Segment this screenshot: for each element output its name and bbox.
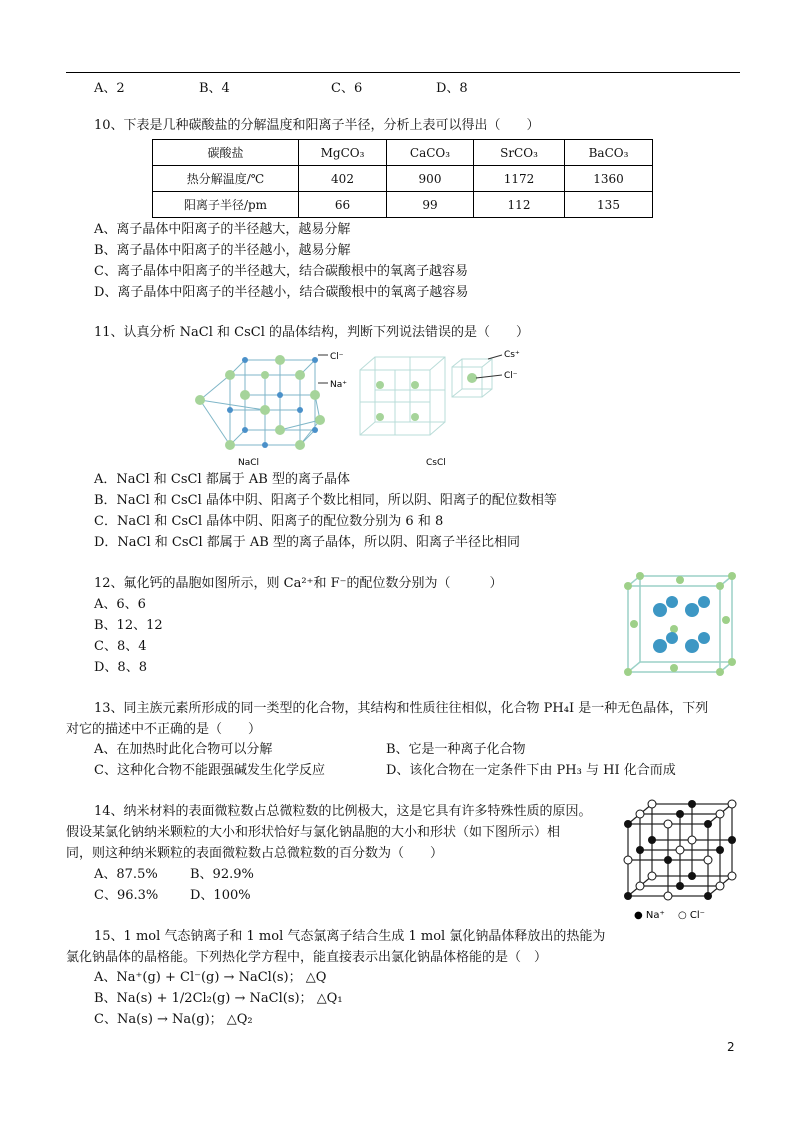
q15-option-b: B、Na(s) + 1/2Cl₂(g) → NaCl(s)； △Q₁	[94, 991, 343, 1006]
nacl-cell-figure	[620, 796, 744, 924]
q9-option-d: D、8	[436, 81, 468, 96]
q11-option-c: C．NaCl 和 CsCl 晶体中阴、阳离子的配位数分别为 6 和 8	[94, 514, 444, 529]
q12-option-b: B、12、12	[94, 618, 163, 633]
q14-stem-line1: 14、纳米材料的表面微粒数占总微粒数的比例极大，这是它具有许多特殊性质的原因。	[94, 804, 592, 819]
table-cell: 402	[299, 166, 387, 192]
table-cell: 阳离子半径/pm	[153, 192, 299, 218]
table-cell: 1172	[474, 166, 565, 192]
cs-label: Cs⁺	[504, 350, 520, 360]
q10-option-c: C、离子晶体中阳离子的半径越大，结合碳酸根中的氧离子越容易	[94, 264, 468, 279]
table-header-cell: CaCO₃	[387, 140, 474, 166]
q15-option-c: C、Na(s) → Na(g)； △Q₂	[94, 1012, 253, 1027]
header-rule	[66, 72, 740, 73]
q14-option-d: D、100%	[190, 888, 251, 903]
q14-option-a: A、87.5%	[94, 867, 158, 882]
table-cell: 热分解温度/℃	[153, 166, 299, 192]
na-label: Na⁺	[330, 380, 347, 390]
cl-label-2: Cl⁻	[504, 371, 518, 381]
table-header-cell: SrCO₃	[474, 140, 565, 166]
q11-option-a: A．NaCl 和 CsCl 都属于 AB 型的离子晶体	[94, 472, 350, 487]
cscl-lattice	[360, 357, 445, 435]
q15-option-a: A、Na⁺(g) + Cl⁻(g) → NaCl(s)； △Q	[94, 970, 327, 985]
table-cell: 900	[387, 166, 474, 192]
q10-option-d: D、离子晶体中阳离子的半径越小，结合碳酸根中的氧离子越容易	[94, 285, 469, 300]
q9-option-a: A、2	[94, 81, 125, 96]
cscl-label: CsCl	[426, 458, 446, 468]
table-cell: 135	[565, 192, 653, 218]
q13-stem-line1: 13、同主族元素所形成的同一类型的化合物，其结构和性质往往相似，化合物 PH₄I 是一种无色晶体，下列	[94, 701, 709, 716]
table-header-cell: BaCO₃	[565, 140, 653, 166]
q14-stem-line3: 同，则这种纳米颗粒的表面微粒数占总微粒数的百分数为（ ）	[66, 846, 444, 861]
table-header-cell: 碳酸盐	[153, 140, 299, 166]
table-cell: 1360	[565, 166, 653, 192]
q13-option-b: B、它是一种离子化合物	[386, 742, 526, 757]
table-row	[153, 166, 653, 192]
cl-label: Cl⁻	[330, 352, 344, 362]
cl-legend: ○ Cl⁻	[678, 910, 705, 921]
q11-option-d: D．NaCl 和 CsCl 都属于 AB 型的离子晶体，所以阴、阳离子半径比相同	[94, 535, 520, 550]
page-number: 2	[727, 1040, 735, 1054]
q11-option-b: B．NaCl 和 CsCl 晶体中阴、阳离子个数比相同，所以阴、阳离子的配位数相等	[94, 493, 557, 508]
cs-pointer	[488, 355, 502, 359]
cs-ion	[467, 373, 477, 383]
q9-option-c: C、6	[331, 81, 363, 96]
cl-pointer-2	[476, 375, 502, 378]
q12-option-d: D、8、8	[94, 660, 147, 675]
q11-stem: 11、认真分析 NaCl 和 CsCl 的晶体结构，判断下列说法错误的是（ ）	[94, 325, 530, 340]
table-cell: 112	[474, 192, 565, 218]
q10-option-b: B、离子晶体中阳离子的半径越小，越易分解	[94, 243, 351, 258]
q13-option-a: A、在加热时此化合物可以分解	[94, 742, 273, 757]
q10-option-a: A、离子晶体中阳离子的半径越大，越易分解	[94, 222, 351, 237]
q12-option-a: A、6、6	[94, 597, 146, 612]
q14-option-c: C、96.3%	[94, 888, 159, 903]
q13-option-c: C、这种化合物不能跟强碱发生化学反应	[94, 763, 325, 778]
table-cell: 66	[299, 192, 387, 218]
q14-stem-line2: 假设某氯化钠纳米颗粒的大小和形状恰好与氯化钠晶胞的大小和形状（如下图所示）相	[66, 825, 561, 840]
q14-option-b: B、92.9%	[190, 867, 254, 882]
na-legend: ● Na⁺	[634, 910, 665, 921]
q12-stem: 12、氟化钙的晶胞如图所示，则 Ca²⁺和 F⁻的配位数分别为（ ）	[94, 576, 503, 591]
q12-option-c: C、8、4	[94, 639, 147, 654]
q9-option-b: B、4	[199, 81, 230, 96]
q13-option-d: D、该化合物在一定条件下由 PH₃ 与 HI 化合而成	[386, 763, 676, 778]
q15-stem-line1: 15、1 mol 气态钠离子和 1 mol 气态氯离子结合生成 1 mol 氯化钠晶体释放出的热能为	[94, 929, 606, 944]
carbonate-table	[152, 139, 653, 218]
table-header-cell: MgCO₃	[299, 140, 387, 166]
nacl-label: NaCl	[238, 458, 260, 468]
q13-stem-line2: 对它的描述中不正确的是（ ）	[66, 722, 262, 737]
cscl-ions	[376, 381, 419, 421]
q10-stem: 10、下表是几种碳酸盐的分解温度和阳离子半径，分析上表可以得出（ ）	[94, 118, 540, 133]
table-cell: 99	[387, 192, 474, 218]
nacl-cscl-figure	[190, 345, 530, 470]
table-row	[153, 192, 653, 218]
caf2-cell-figure	[620, 572, 742, 676]
q15-stem-line2: 氯化钠晶体的晶格能。下列热化学方程中，能直接表示出氯化钠晶体格能的是（ ）	[66, 950, 548, 965]
table-header-row	[153, 140, 653, 166]
